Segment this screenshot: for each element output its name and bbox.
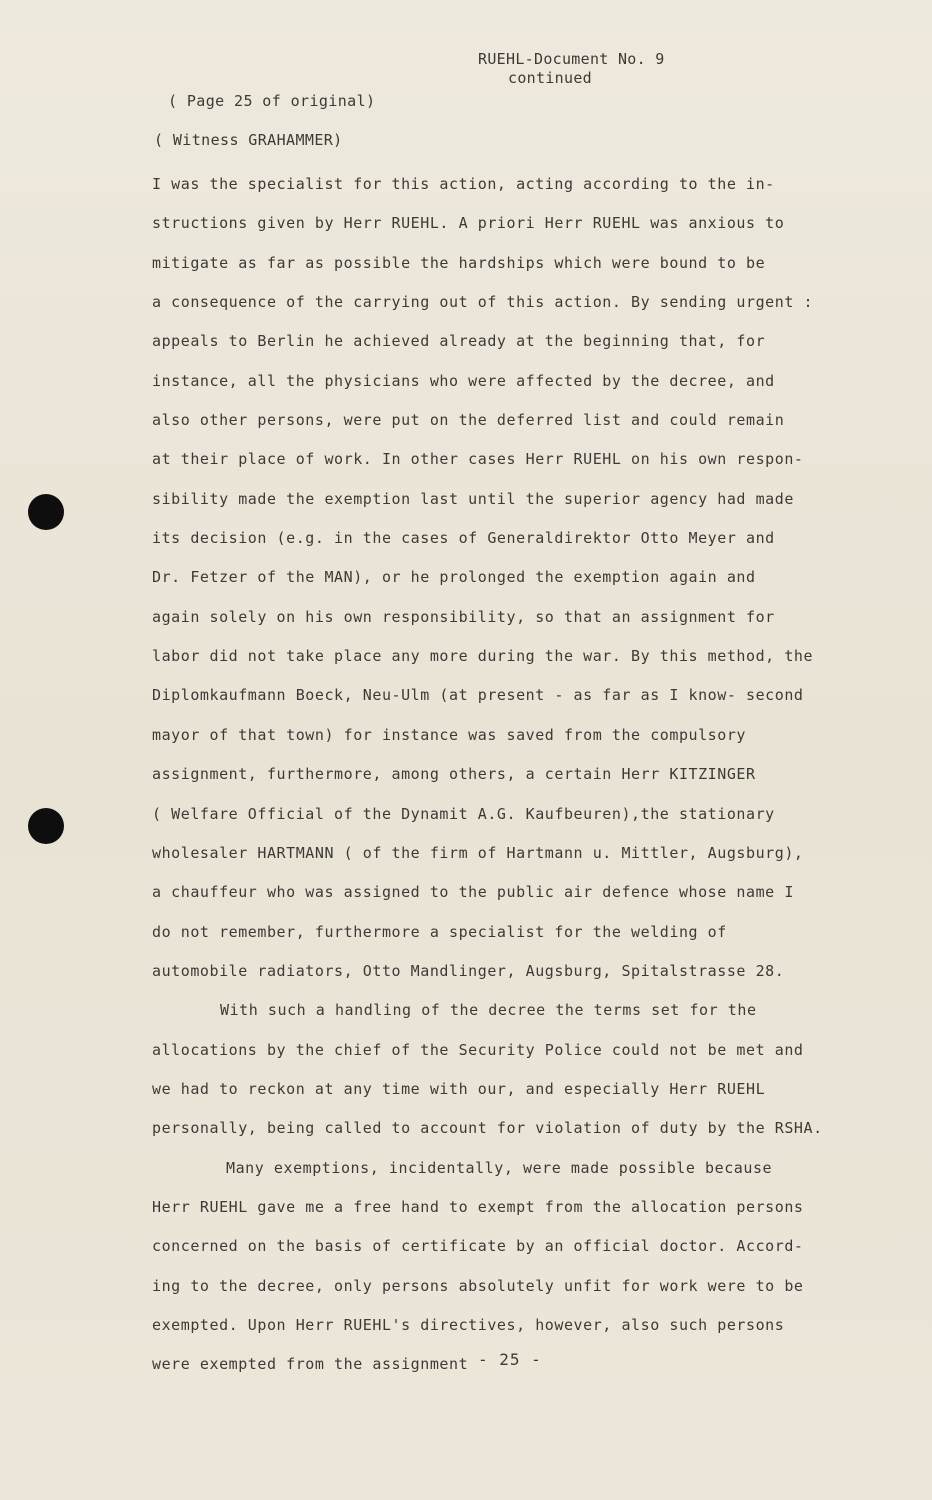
document-header — [478, 50, 698, 88]
punch-hole — [28, 808, 64, 844]
text-line: automobile radiators, Otto Mandlinger, Augsburg, Spitalstrasse 28. — [152, 961, 785, 980]
text-line: mayor of that town) for instance was saved from the compulsory — [152, 725, 747, 744]
text-line: again solely on his own responsibility, so that an assignment for — [152, 607, 775, 626]
text-line: assignment, furthermore, among others, a certain Herr KITZINGER — [152, 765, 756, 784]
text-line: Diplomkaufmann Boeck, Neu-Ulm (at present - as far as I know- second — [152, 686, 804, 705]
text-line: a chauffeur who was assigned to the public air defence whose name I — [152, 883, 794, 902]
text-line: allocations by the chief of the Security Police could not be met and — [152, 1040, 804, 1059]
text-line: also other persons, were put on the deferred list and could remain — [152, 411, 785, 430]
text-line: wholesaler HARTMANN ( of the firm of Hartmann u. Mittler, Augsburg), — [152, 843, 804, 862]
testimony-body — [152, 165, 852, 1385]
text-line: personally, being called to account for violation of duty by the RSHA. — [152, 1119, 823, 1138]
text-line: a consequence of the carrying out of this action. By sending urgent : — [152, 293, 814, 312]
text-line: do not remember, furthermore a specialist for the welding of — [152, 922, 727, 941]
continued-label: continued — [508, 69, 592, 87]
text-line: instance, all the physicians who were affected by the decree, and — [152, 371, 775, 390]
text-line: labor did not take place any more during the war. By this method, the — [152, 647, 814, 666]
punch-hole — [28, 494, 64, 530]
text-line: Dr. Fetzer of the MAN), or he prolonged the exemption again and — [152, 568, 756, 587]
text-line: structions given by Herr RUEHL. A priori Herr RUEHL was anxious to — [152, 214, 785, 233]
text-line: mitigate as far as possible the hardships which were bound to be — [152, 253, 766, 272]
text-line: exempted. Upon Herr RUEHL's directives, however, also such persons — [152, 1315, 785, 1334]
page-number: - 25 - — [478, 1350, 542, 1369]
text-line: I was the specialist for this action, acting according to the in- — [152, 175, 775, 193]
text-line: its decision (e.g. in the cases of Generaldirektor Otto Meyer and — [152, 529, 775, 548]
witness-label: ( Witness GRAHAMMER) — [154, 131, 343, 149]
text-line: appeals to Berlin he achieved already at the beginning that, for — [152, 332, 766, 351]
text-line: we had to reckon at any time with our, and especially Herr RUEHL — [152, 1079, 766, 1098]
text-line: concerned on the basis of certificate by an official doctor. Accord- — [152, 1237, 804, 1256]
text-line: ( Welfare Official of the Dynamit A.G. Kaufbeuren),the stationary — [152, 804, 775, 823]
text-line: were exempted from the assignment — [152, 1355, 469, 1374]
original-page-reference: ( Page 25 of original) — [168, 92, 376, 110]
text-line: With such a handling of the decree the terms set for the — [220, 1001, 757, 1020]
text-line: ing to the decree, only persons absolutely unfit for work were to be — [152, 1276, 804, 1295]
text-line: Many exemptions, incidentally, were made possible because — [226, 1158, 773, 1177]
document-reference: RUEHL-Document No. 9 — [478, 50, 665, 68]
text-line: Herr RUEHL gave me a free hand to exempt from the allocation persons — [152, 1197, 804, 1216]
text-line: sibility made the exemption last until the superior agency had made — [152, 489, 794, 508]
text-line: at their place of work. In other cases Herr RUEHL on his own respon- — [152, 450, 804, 469]
